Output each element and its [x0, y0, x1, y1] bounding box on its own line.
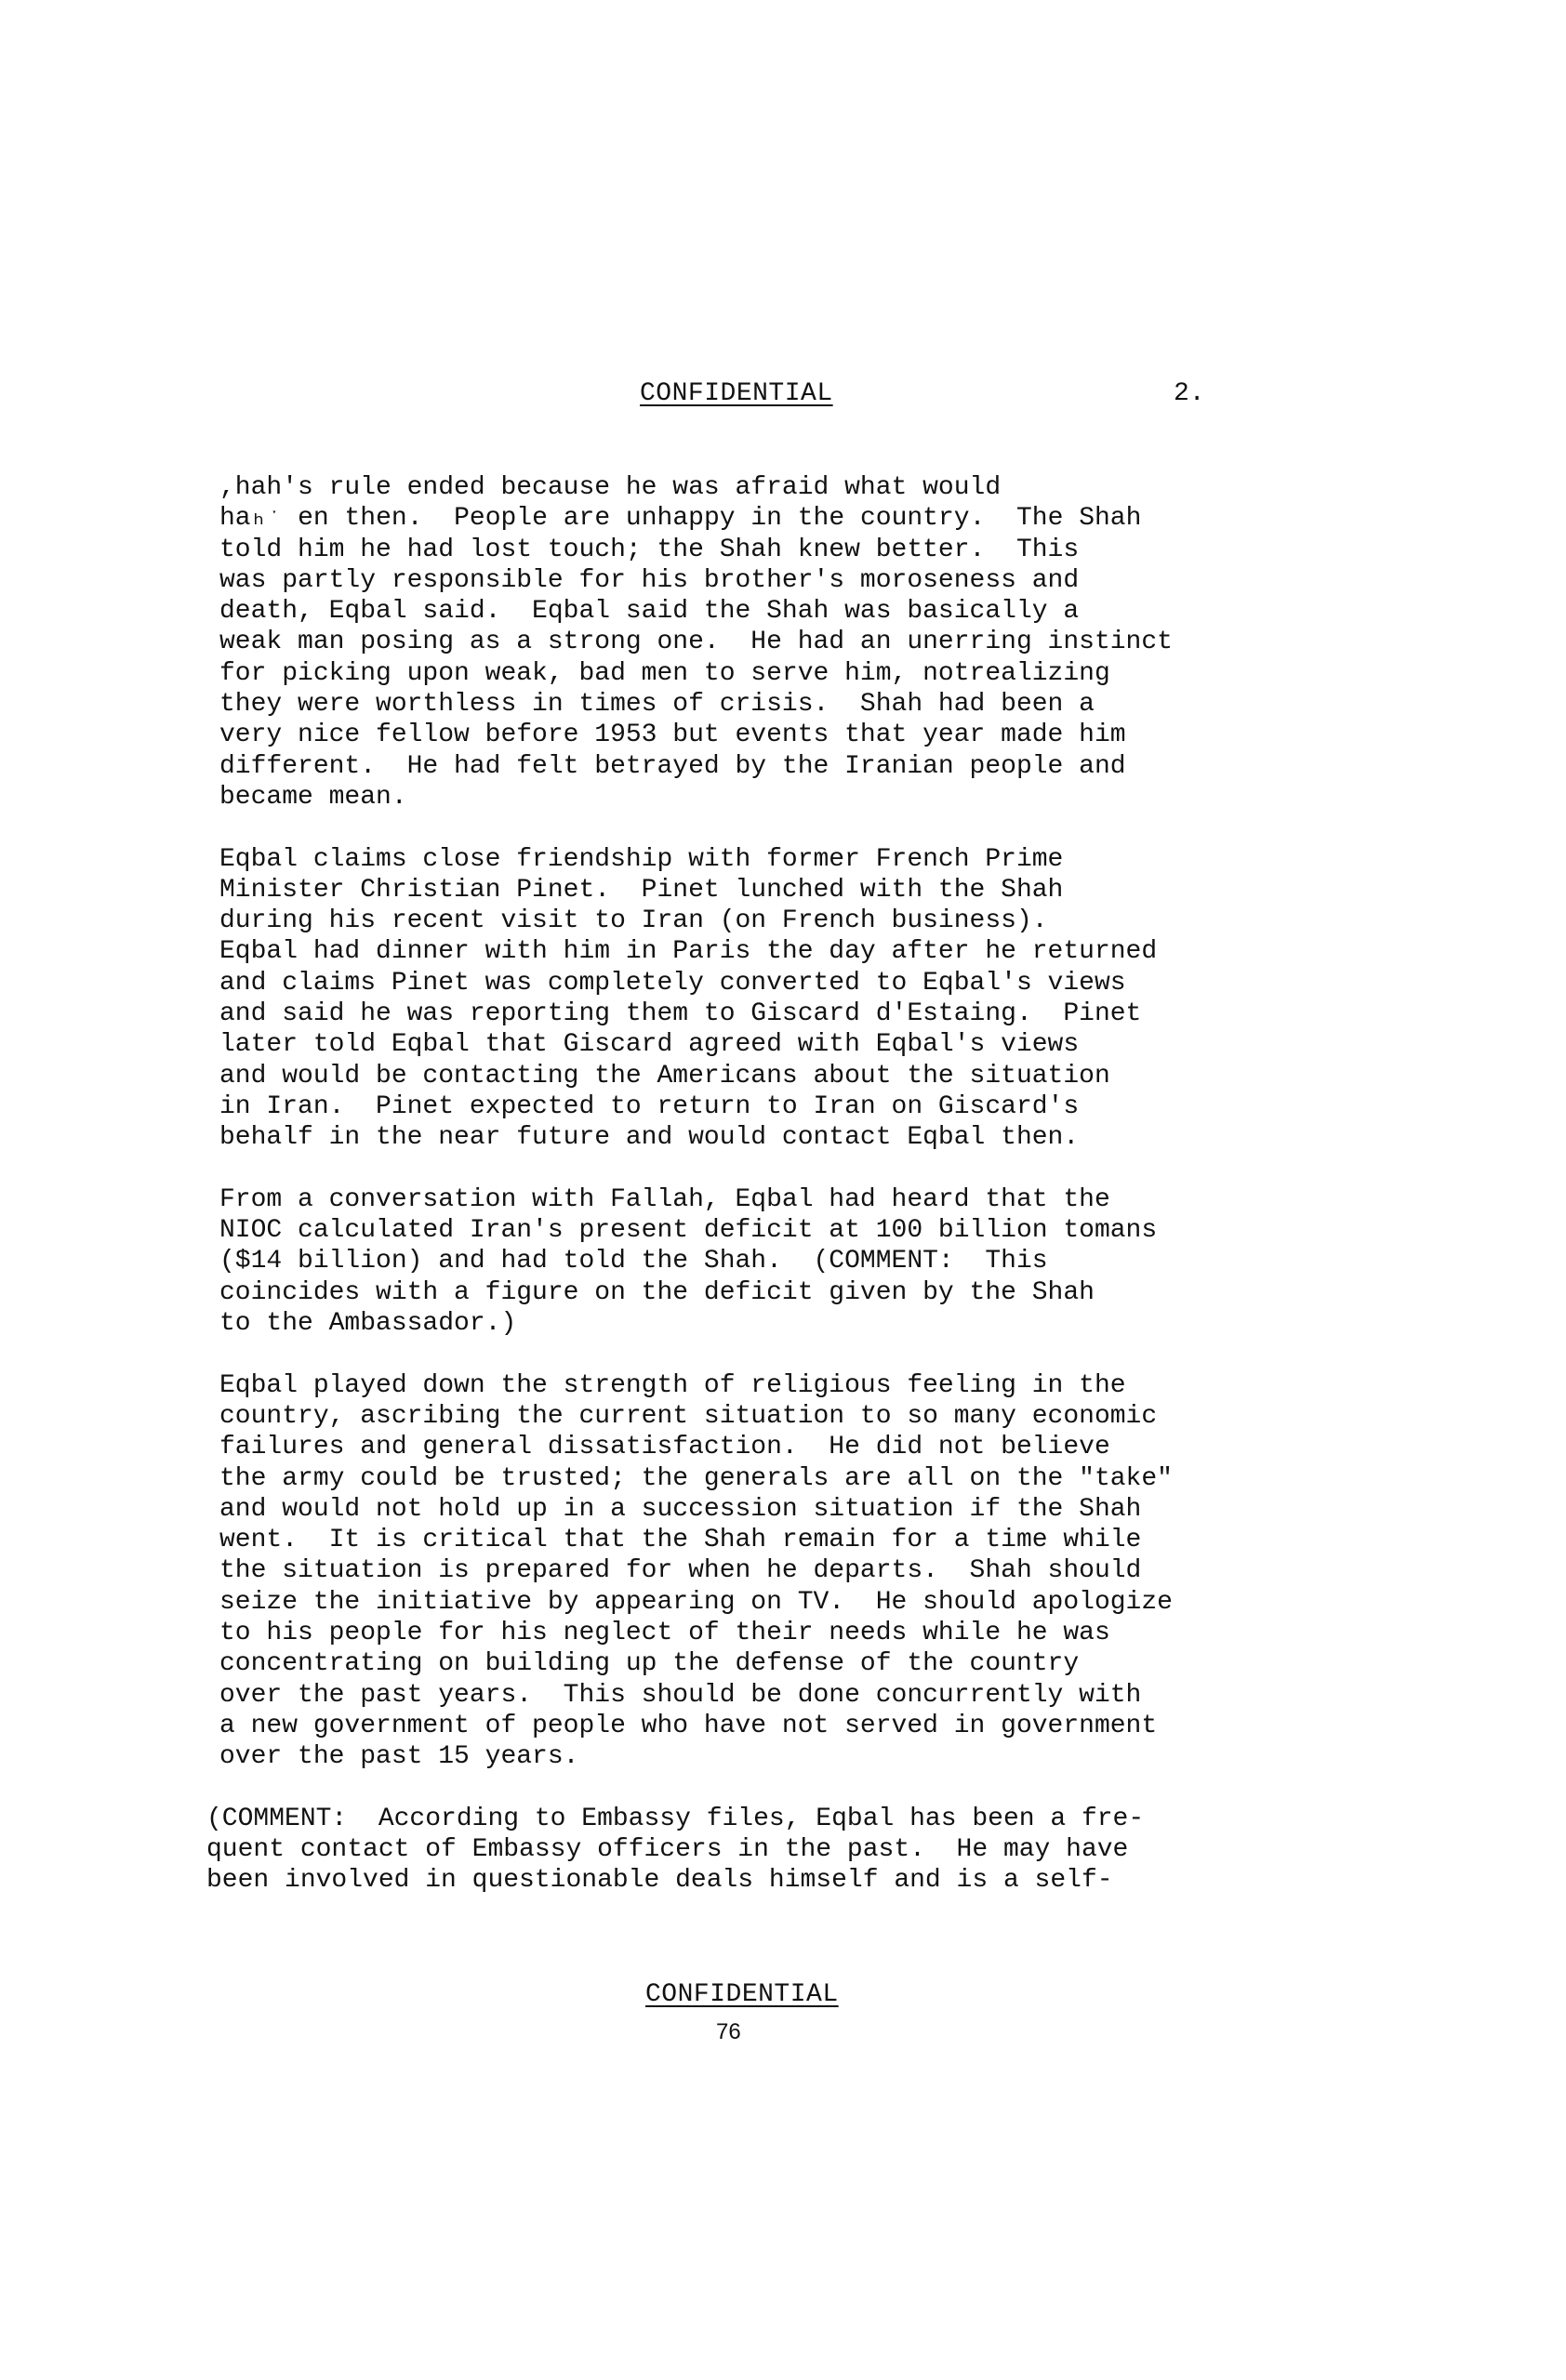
footer-classification: CONFIDENTIAL	[645, 1980, 839, 2009]
paragraph-pinet: Eqbal claims close friendship with former French Prime Minister Christian Pinet. Pinet lunched with the Shah during his recent visit to Iran (on French business). Eqbal had dinner with him in Paris the day after he returned and claims Pinet was completely converted to Eqbal's views and said he was reporting them to Giscard d'Estaing. Pinet later told Eqbal that Giscard agreed with Eqbal's views and would be contacting the Americans about the situation in Iran. Pinet expected to return to Iran on Giscard's behalf in the near future and would contact Eqbal then.	[219, 844, 1158, 1153]
paragraph-religious-feeling: Eqbal played down the strength of religious feeling in the country, ascribing the current situation to so many economic failures and general dissatisfaction. He did not believe the army could be trusted; the generals are all on the "take" and would not hold up in a succession situation if the Shah went. It is critical that the Shah remain for a time while the situation is prepared for when he departs. Shah should seize the initiative by appearing on TV. He should apologize to his people for his neglect of their needs while he was concentrating on building up the defense of the country over the past years. This should be done concurrently with a new government of people who have not served in government over the past 15 years.	[219, 1370, 1173, 1772]
header-classification: CONFIDENTIAL	[640, 379, 833, 408]
footer-page-number: 76	[716, 2019, 741, 2044]
paragraph-comment: (COMMENT: According to Embassy files, Eqbal has been a fre- quent contact of Embassy officers in the past. He may have been involved in questionable deals himself and is a self-	[206, 1804, 1145, 1896]
document-body	[206, 472, 1363, 1927]
paragraph-deficit: From a conversation with Fallah, Eqbal had heard that the NIOC calculated Iran's present deficit at 100 billion tomans ($14 billion) and had told the Shah. (COMMENT: This coincides with a figure on the deficit given by the Shah to the Ambassador.)	[219, 1184, 1158, 1339]
paragraph-shah-rule: ,hah's rule ended because he was afraid what would haₕˑ en then. People are unhappy in the country. The Shah told him he had lost touch; the Shah knew better. This was partly responsible for his brother's moroseness and death, Eqbal said. Eqbal said the Shah was basically a weak man posing as a strong one. He had an unerring instinct for picking upon weak, bad men to serve him, notrealizing they were worthless in times of crisis. Shah had been a very nice fellow before 1953 but events that year made him different. He had felt betrayed by the Iranian people and became mean.	[219, 473, 1173, 812]
header-page-number: 2.	[1174, 379, 1205, 408]
